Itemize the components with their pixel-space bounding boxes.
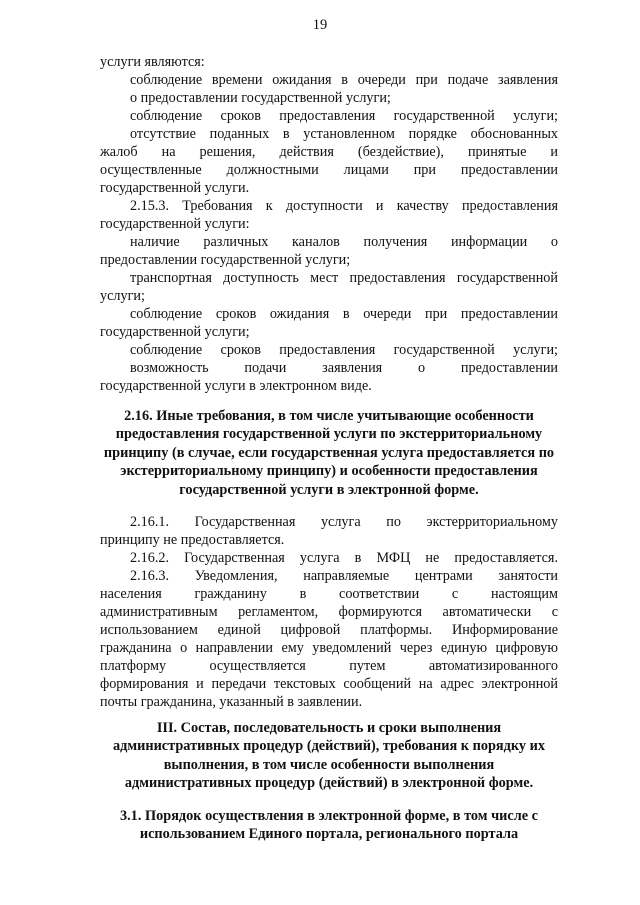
paragraph-line: услуги являются:	[100, 54, 205, 70]
paragraph-line: соблюдение времени ожидания в очереди при подаче заявления	[130, 72, 558, 88]
paragraph-line: государственной услуги в электронном виде.	[100, 378, 372, 394]
paragraph-line: государственной услуги:	[100, 216, 250, 232]
paragraph-line: формирования и передачи текстовых сообщений на адрес электронной	[100, 676, 558, 692]
paragraph-line: 2.15.3. Требования к доступности и качеству предоставления	[130, 198, 558, 214]
paragraph-line: соблюдение сроков ожидания в очереди при предоставлении	[130, 306, 558, 322]
paragraph-line: транспортная доступность мест предоставления государственной	[130, 270, 558, 286]
heading-section-III: III. Состав, последовательность и сроки выполнения административных процедур (действий), требования к порядку их выполнения, в том числе особенности выполнения административных процедур (действий) в электронной форме.	[112, 720, 546, 792]
paragraph-line: принципу не предоставляется.	[100, 532, 285, 548]
paragraph-line: наличие различных каналов получения информации о	[130, 234, 558, 250]
paragraph-line: возможность подачи заявления о предоставлении	[130, 360, 558, 376]
heading-2-16: 2.16. Иные требования, в том числе учитывающие особенности предоставления государственной услуги по экстерриториальному принципу (в случае, если государственная услуга предоставляется по экстерриториальному принципу) и особенности предоставления государственной услуги в электронной форме.	[103, 408, 555, 498]
paragraph-line: соблюдение сроков предоставления государственной услуги;	[130, 108, 558, 124]
heading-3-1: 3.1. Порядок осуществления в электронной форме, в том числе с использованием Единого портала, регионального портала	[119, 808, 539, 843]
paragraph-line: 2.16.1. Государственная услуга по экстерриториальному	[130, 514, 558, 530]
heading-3-1-block	[100, 807, 558, 844]
paragraph-line: отсутствие поданных в установленном порядке обоснованных	[130, 126, 558, 142]
paragraph-line: 2.16.3. Уведомления, направляемые центрами занятости	[130, 568, 558, 584]
paragraph-line: административным регламентом, формируются автоматически с	[100, 604, 558, 620]
paragraph-line: осуществленные должностными лицами при предоставлении	[100, 162, 558, 178]
paragraph-line: государственной услуги;	[100, 324, 250, 340]
section-2-16-text	[100, 513, 558, 711]
paragraph-line: использованием единой цифровой платформы. Информирование	[100, 622, 558, 638]
paragraph-line: государственной услуги.	[100, 180, 250, 196]
heading-III-block	[100, 719, 558, 793]
section-2-15-text	[100, 53, 558, 395]
paragraph-line: соблюдение сроков предоставления государственной услуги;	[130, 342, 558, 358]
paragraph-line: жалоб на решения, действия (бездействие), принятые и	[100, 144, 558, 160]
paragraph-line: почты гражданина, указанный в заявлении.	[100, 694, 363, 710]
paragraph-line: о предоставлении государственной услуги;	[130, 90, 391, 106]
paragraph-line: платформу осуществляется путем автоматизированного	[100, 658, 558, 674]
paragraph-line: населения гражданину в соответствии с настоящим	[100, 586, 558, 602]
paragraph-line: гражданина о направлении ему уведомлений через единую цифровую	[100, 640, 558, 656]
page-number: 19	[312, 17, 328, 33]
paragraph-line: 2.16.2. Государственная услуга в МФЦ не предоставляется.	[130, 550, 558, 566]
paragraph-line: услуги;	[100, 288, 145, 304]
paragraph-line: предоставлении государственной услуги;	[100, 252, 351, 268]
heading-2-16-block	[100, 407, 558, 499]
